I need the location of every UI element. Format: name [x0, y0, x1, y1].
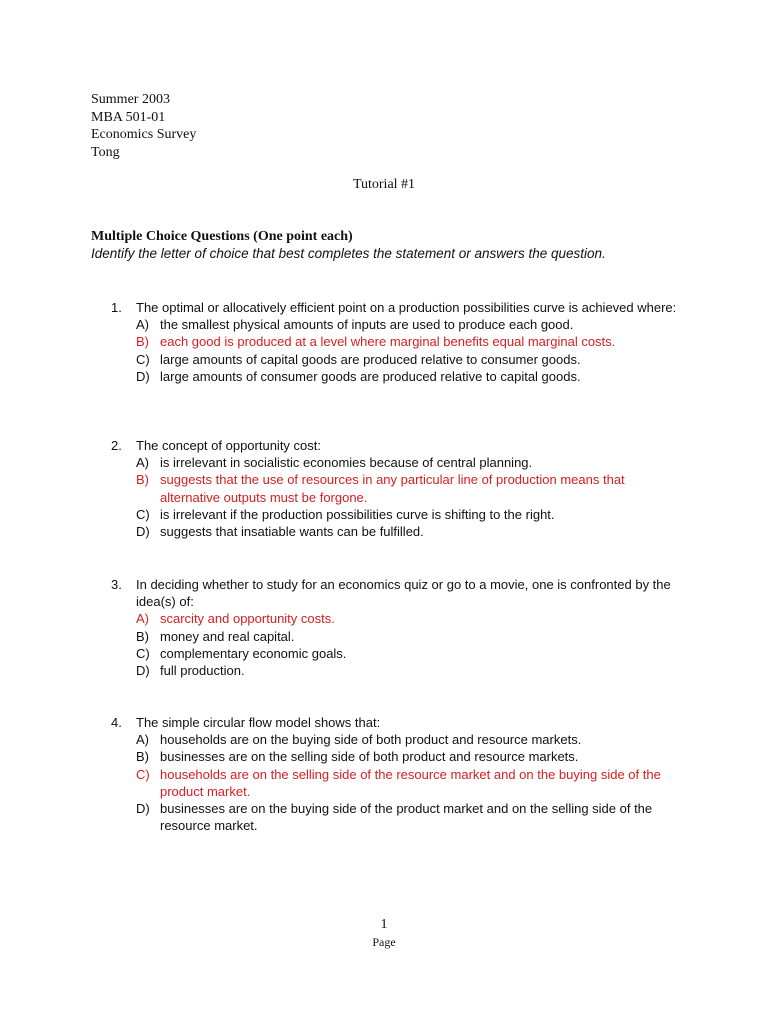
page-title: Tutorial #1 [352, 177, 416, 192]
question-stem [111, 576, 681, 610]
document-header [91, 91, 196, 161]
choice-letter: D) [136, 801, 150, 817]
choice-c-correct [136, 766, 681, 800]
question-number: 1. [111, 300, 122, 315]
choice-b-correct [136, 471, 681, 505]
choice-text: money and real capital. [160, 628, 295, 644]
choice-letter: B) [136, 334, 149, 350]
question-number: 3. [111, 577, 122, 592]
choice-letter: C) [136, 506, 150, 522]
choice-b [136, 748, 681, 765]
choice-text: businesses are on the buying side of the product market and on the selling side of the resource market. [160, 801, 653, 834]
choice-text: suggests that the use of resources in any particular line of production means that alternative outputs must be forgone. [160, 472, 625, 505]
question-number: 4. [111, 715, 122, 730]
question-stem [111, 437, 681, 454]
choice-d [136, 662, 681, 679]
question-text: The optimal or allocatively efficient point on a production possibilities curve is achieved where: [136, 300, 677, 315]
choice-letter: D) [136, 524, 150, 540]
question-stem [111, 714, 681, 731]
choice-letter: A) [136, 732, 149, 748]
question-text: The concept of opportunity cost: [136, 438, 321, 453]
question-1 [111, 299, 681, 385]
choice-text: is irrelevant in socialistic economies because of central planning. [160, 455, 533, 471]
header-course-name: Economics Survey [91, 127, 197, 142]
choice-text: is irrelevant if the production possibilities curve is shifting to the right. [160, 506, 555, 522]
question-4 [111, 714, 681, 834]
choice-c [136, 506, 681, 523]
choice-letter: C) [136, 645, 150, 661]
choice-c [136, 645, 681, 662]
choice-text: each good is produced at a level where marginal benefits equal marginal costs. [160, 334, 616, 350]
choice-d [136, 800, 681, 834]
question-3 [111, 576, 681, 679]
choice-letter: B) [136, 749, 149, 765]
choice-a-correct [136, 610, 681, 627]
choice-text: scarcity and opportunity costs. [160, 611, 335, 627]
question-text: In deciding whether to study for an economics quiz or go to a movie, one is confronted by the idea(s) of: [136, 577, 671, 610]
choice-text: large amounts of consumer goods are produced relative to capital goods. [160, 368, 581, 384]
question-stem [111, 299, 681, 316]
choice-letter: D) [136, 368, 150, 384]
choice-letter: A) [136, 455, 149, 471]
choice-d [136, 368, 681, 385]
page-label: Page [372, 935, 396, 949]
page-number: 1 [380, 917, 388, 932]
choice-letter: B) [136, 628, 149, 644]
choice-letter: B) [136, 472, 149, 488]
question-number: 2. [111, 438, 122, 453]
header-instructor: Tong [91, 144, 120, 160]
choice-text: businesses are on the selling side of both product and resource markets. [160, 749, 579, 765]
choice-b-correct [136, 333, 681, 350]
choice-text: households are on the selling side of the resource market and on the buying side of the product market. [160, 766, 661, 799]
choice-letter: A) [136, 611, 149, 627]
choice-a [136, 454, 681, 471]
header-course: MBA 501-01 [91, 109, 166, 125]
choice-text: complementary economic goals. [160, 645, 347, 661]
question-text: The simple circular flow model shows that: [136, 715, 381, 730]
choice-letter: C) [136, 766, 150, 782]
section-title: Multiple Choice Questions (One point each) [91, 229, 353, 244]
section-instructions: Identify the letter of choice that best completes the statement or answers the question. [91, 246, 606, 261]
choice-a [136, 731, 681, 748]
choice-letter: D) [136, 663, 150, 679]
choice-letter: C) [136, 351, 150, 367]
choice-b [136, 628, 681, 645]
choice-text: full production. [160, 663, 245, 679]
choice-text: households are on the buying side of both product and resource markets. [160, 732, 582, 748]
choice-text: large amounts of capital goods are produced relative to consumer goods. [160, 351, 581, 367]
choice-c [136, 351, 681, 368]
header-term: Summer 2003 [91, 92, 170, 107]
choice-a [136, 316, 681, 333]
choice-letter: A) [136, 317, 149, 333]
question-2 [111, 437, 681, 540]
choice-text: suggests that insatiable wants can be fulfilled. [160, 524, 424, 540]
choice-text: the smallest physical amounts of inputs are used to produce each good. [160, 317, 574, 333]
choice-d [136, 523, 681, 540]
